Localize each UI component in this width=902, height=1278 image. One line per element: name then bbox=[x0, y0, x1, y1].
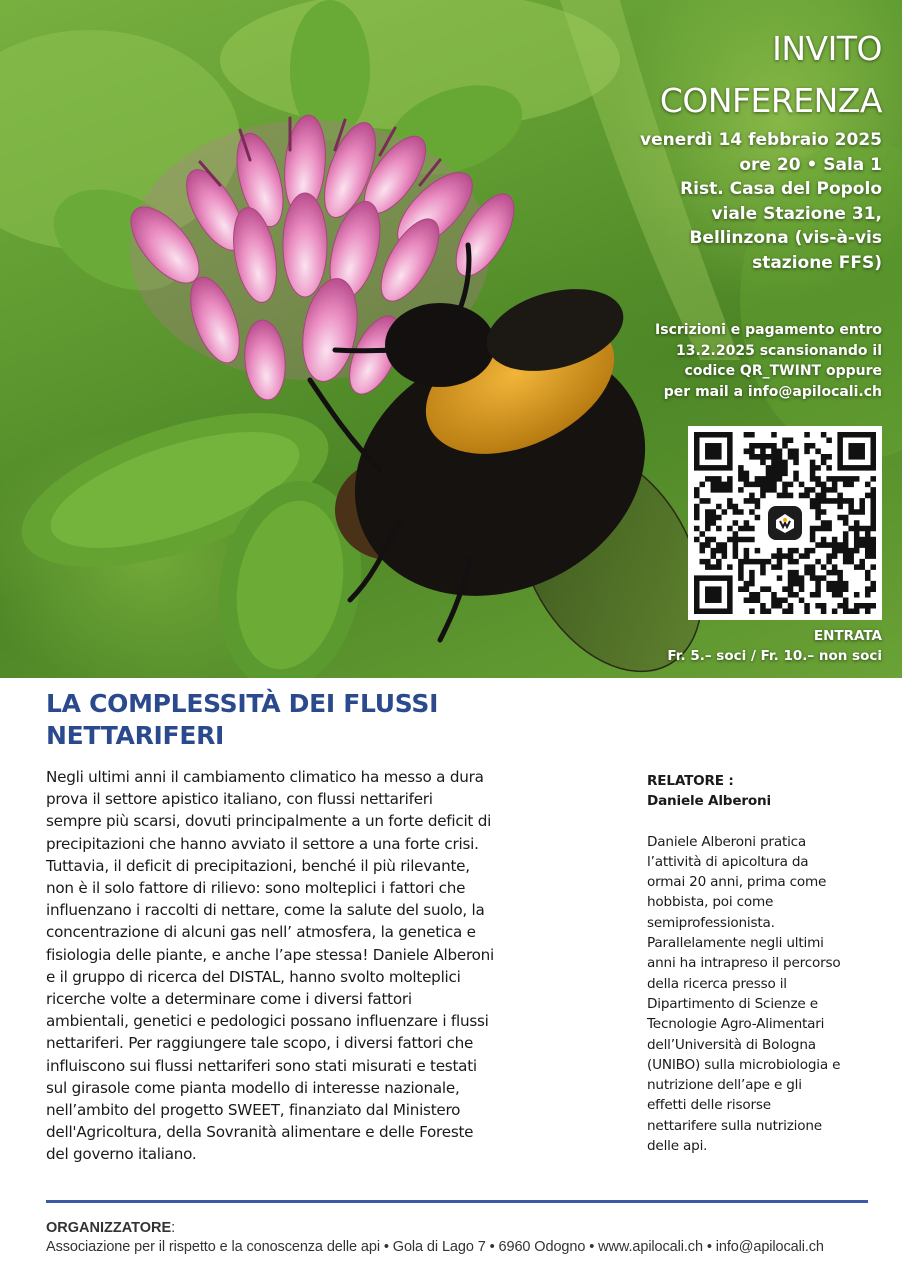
bio-line: nettarifere sulla nutrizione bbox=[647, 1117, 822, 1134]
footer-divider bbox=[46, 1200, 868, 1203]
entry-price: Fr. 5.– soci / Fr. 10.– non soci bbox=[667, 648, 882, 664]
bio-line: ormai 20 anni, prima come bbox=[647, 874, 827, 891]
body-line: dell'Agricoltura, della Sovranità alimentare e delle Foreste bbox=[46, 1123, 474, 1142]
body-line: influenzano i raccolti di nettare, come la salute del suolo, la bbox=[46, 901, 485, 920]
speaker-panel bbox=[647, 771, 867, 1156]
body-line: concentrazione di alcuni gas nell’ atmosfera, la genetica e bbox=[46, 923, 476, 942]
event-venue: Rist. Casa del Popolo bbox=[680, 179, 882, 199]
body-line: ricerche volte a determinare come i diversi fattori bbox=[46, 990, 412, 1009]
event-details bbox=[602, 128, 882, 275]
speaker-label: RELATORE : bbox=[647, 773, 734, 789]
bio-line: effetti delle risorse bbox=[647, 1097, 771, 1114]
body-line: e il gruppo di ricerca del DISTAL, hanno svolto molteplici bbox=[46, 967, 461, 986]
body-line: influiscono sui flussi nettariferi sono stati misurati e testati bbox=[46, 1056, 477, 1075]
organizer-label bbox=[46, 1220, 175, 1236]
body-line: non è il solo fattore di rilievo: sono molteplici i fattori che bbox=[46, 879, 466, 898]
body-line: del governo italiano. bbox=[46, 1145, 197, 1164]
event-time-room: ore 20 • Sala 1 bbox=[739, 154, 882, 175]
headline-line: NETTARIFERI bbox=[46, 721, 225, 750]
conference-title: CONFERENZA bbox=[659, 81, 882, 120]
twint-qr-code-icon[interactable] bbox=[688, 426, 882, 620]
body-line: sempre più scarsi, dovuti principalmente a un forte deficit di bbox=[46, 812, 492, 831]
event-address: viale Stazione 31, bbox=[711, 203, 882, 224]
body-line: fisiologia delle piante, e anche l’ape stessa! Daniele Alberoni bbox=[46, 945, 494, 964]
body-line: nell’ambito del progetto SWEET, finanziato dal Ministero bbox=[46, 1101, 461, 1120]
registration-info bbox=[622, 320, 882, 402]
event-date: venerdì 14 febbraio 2025 bbox=[640, 130, 882, 150]
organizer-colon: : bbox=[171, 1220, 176, 1236]
body-line: ambientali, genetici e pedologici possano influenzare i flussi bbox=[46, 1012, 489, 1031]
bio-line: della ricerca presso il bbox=[647, 975, 787, 992]
registration-line: per mail a info@apilocali.ch bbox=[663, 383, 882, 400]
twint-logo-icon bbox=[768, 506, 802, 540]
body-line: prova il settore apistico italiano, con flussi nettariferi bbox=[46, 790, 433, 809]
organizer-label-text: ORGANIZZATORE bbox=[46, 1220, 172, 1236]
body-line: nettariferi. Per raggiungere tale scopo, i diversi fattori che bbox=[46, 1034, 474, 1053]
invite-title: INVITO bbox=[772, 29, 882, 68]
bio-line: anni ha intrapreso il percorso bbox=[647, 955, 841, 972]
organizer-details: Associazione per il rispetto e la conoscenza delle api • Gola di Lago 7 • 6960 Odogno • www.apilocali.ch • info@apilocali.ch bbox=[46, 1239, 824, 1255]
event-landmark: stazione FFS) bbox=[752, 252, 882, 273]
bio-line: Tecnologie Agro-Alimentari bbox=[647, 1016, 825, 1033]
body-line: Negli ultimi anni il cambiamento climatico ha messo a dura bbox=[46, 768, 484, 786]
bio-line: nutrizione dell’ape e gli bbox=[647, 1077, 802, 1094]
bio-line: (UNIBO) sulla microbiologia e bbox=[647, 1056, 841, 1073]
registration-line: Iscrizioni e pagamento entro bbox=[655, 322, 882, 338]
bio-line: hobbista, poi come bbox=[647, 894, 774, 911]
bio-line: delle api. bbox=[647, 1138, 708, 1155]
bio-line: Dipartimento di Scienze e bbox=[647, 995, 818, 1012]
entry-label: ENTRATA bbox=[813, 628, 882, 644]
body-line: sul girasole come pianta modello di interesse nazionale, bbox=[46, 1078, 460, 1097]
bio-line: l’attività di apicoltura da bbox=[647, 853, 809, 870]
bio-line: Daniele Alberoni pratica bbox=[647, 833, 807, 850]
registration-line: codice QR_TWINT oppure bbox=[684, 363, 882, 379]
article-body bbox=[46, 766, 514, 1166]
body-line: Tuttavia, il deficit di precipitazioni, benché il più rilevante, bbox=[46, 856, 470, 875]
body-line: precipitazioni che hanno avviato il settore a una forte crisi. bbox=[46, 834, 479, 853]
headline-line: LA COMPLESSITÀ DEI FLUSSI bbox=[46, 689, 439, 718]
entry-info bbox=[602, 626, 882, 666]
speaker-bio bbox=[647, 832, 867, 1157]
registration-line: 13.2.2025 scansionando il bbox=[676, 342, 882, 359]
speaker-name: Daniele Alberoni bbox=[647, 793, 771, 810]
article-headline bbox=[46, 688, 566, 752]
bio-line: dell’Università di Bologna bbox=[647, 1036, 816, 1053]
bio-line: Parallelamente negli ultimi bbox=[647, 935, 824, 952]
bio-line: semiprofessionista. bbox=[647, 914, 775, 931]
event-city: Bellinzona (vis-à-vis bbox=[689, 228, 882, 248]
